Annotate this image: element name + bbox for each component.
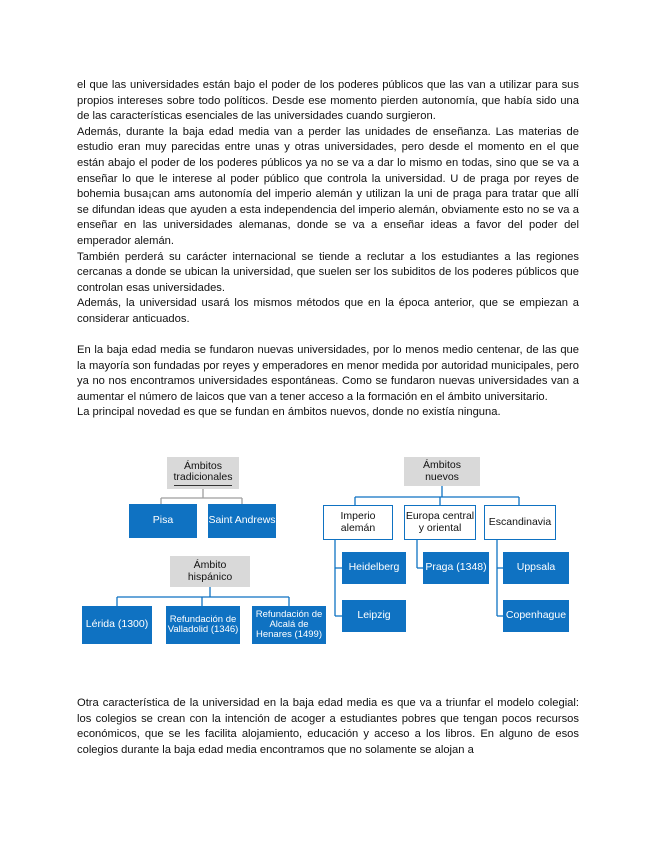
box-label: Saint Andrews xyxy=(208,514,276,527)
paragraph: Otra característica de la universidad en la baja edad media es que va a triunfar el modelo colegial: los colegios se crean con la intención de acoger a estudiantes pobres que tengan pocos recursos económicos, que se les facilita alojamiento, educación y acceso a los libros. En alguno de esos colegios durante la baja edad media encontramos que no solamente se alojan a xyxy=(77,697,579,756)
escandinavia-box xyxy=(484,505,556,540)
ambito-hispanico-box xyxy=(170,556,250,587)
paragraph: En la baja edad media se fundaron nuevas universidades, por lo menos medio centenar, de las que la mayoría son fundadas por reyes y emperadores en menor medida por autoridad municipales, pero ya no nos encontramos universidades espontáneas. Como se fundaron nuevas universidades van a aumentar el número de laicos que van a tener acceso a la formación en el ámbito universitario. xyxy=(77,344,579,403)
europa-central-box xyxy=(404,505,476,540)
box-label: Escandinavia xyxy=(488,515,552,528)
lerida-box xyxy=(82,606,152,644)
praga-box xyxy=(423,552,489,584)
uppsala-box xyxy=(503,552,569,584)
box-label: Praga (1348) xyxy=(425,561,487,574)
paragraph: La principal novedad es que se fundan en ámbitos nuevos, donde no existía ninguna. xyxy=(77,406,501,419)
box-label: Refundación de Alcalá de Henares (1499) xyxy=(255,609,323,640)
leipzig-box xyxy=(342,600,406,632)
imperio-aleman-box xyxy=(323,505,393,540)
box-title-line1: Ámbito xyxy=(193,559,227,571)
box-label: Imperio alemán xyxy=(340,510,376,534)
box-label: Leipzig xyxy=(357,609,391,622)
alcala-box xyxy=(252,606,326,644)
box-label: Europa central y oriental xyxy=(405,510,475,534)
box-title-line1: Ámbitos xyxy=(184,459,222,472)
paragraph: Además, la universidad usará los mismos métodos que en la época anterior, que se empiezan a considerar anticuados. xyxy=(77,297,579,325)
ambitos-nuevos-box xyxy=(404,457,480,486)
box-title-line1: Ámbitos xyxy=(423,459,461,471)
box-label: Copenhague xyxy=(505,609,567,622)
heidelberg-box xyxy=(342,552,406,584)
body-text-bottom xyxy=(77,696,579,758)
box-label: Lérida (1300) xyxy=(85,618,149,631)
valladolid-box xyxy=(166,606,240,644)
ambitos-tradicionales-box xyxy=(167,457,239,489)
box-label: Uppsala xyxy=(516,561,556,574)
pisa-box xyxy=(129,504,197,538)
copenhague-box xyxy=(503,600,569,632)
body-text-top xyxy=(77,78,579,421)
box-title-line2: nuevos xyxy=(425,470,459,483)
saint-andrews-box xyxy=(208,504,276,538)
paragraph: el que las universidades están bajo el poder de los poderes públicos que las van a utilizar para sus propios intereses sobre todo políticos. Desde ese momento pierden autonomía, que había sido una de las características esenciales de las universidades cuando surgieron. xyxy=(77,79,579,123)
box-title-line2: hispánico xyxy=(187,570,233,583)
box-label: Refundación de Valladolid (1346) xyxy=(167,614,239,635)
box-title-line2: tradicionales xyxy=(174,472,233,486)
box-label: Pisa xyxy=(152,514,174,527)
paragraph: Además, durante la baja edad media van a perder las unidades de enseñanza. Las materias de estudio eran muy parecidas entre unas y otras universidades, pero desde el momento en el que están abajo el poder de los poderes públicos ya no se va a dar lo mismo en todas, sino que se va a enseñar lo que le interese al poder público que controla la universidad. U de praga por reyes de bohemia busa¡can ams autonomía del imperio alemán y utilizan la uni de praga para tratar que allí se difundan ideas que ayuden a esta independencia del imperio alemán, obviamente esto no se va a enseñar en las universidades alemanas, donde se va a enseñar ideas a favor del poder del emperador alemán. xyxy=(77,125,579,247)
box-label: Heidelberg xyxy=(348,561,400,574)
paragraph: También perderá su carácter internacional se tiende a reclutar a los estudiantes a las regiones cercanas a donde se ubican la universidad, que suelen ser los subiditos de los poderes públicos que controlan esas universidades. xyxy=(77,250,579,294)
